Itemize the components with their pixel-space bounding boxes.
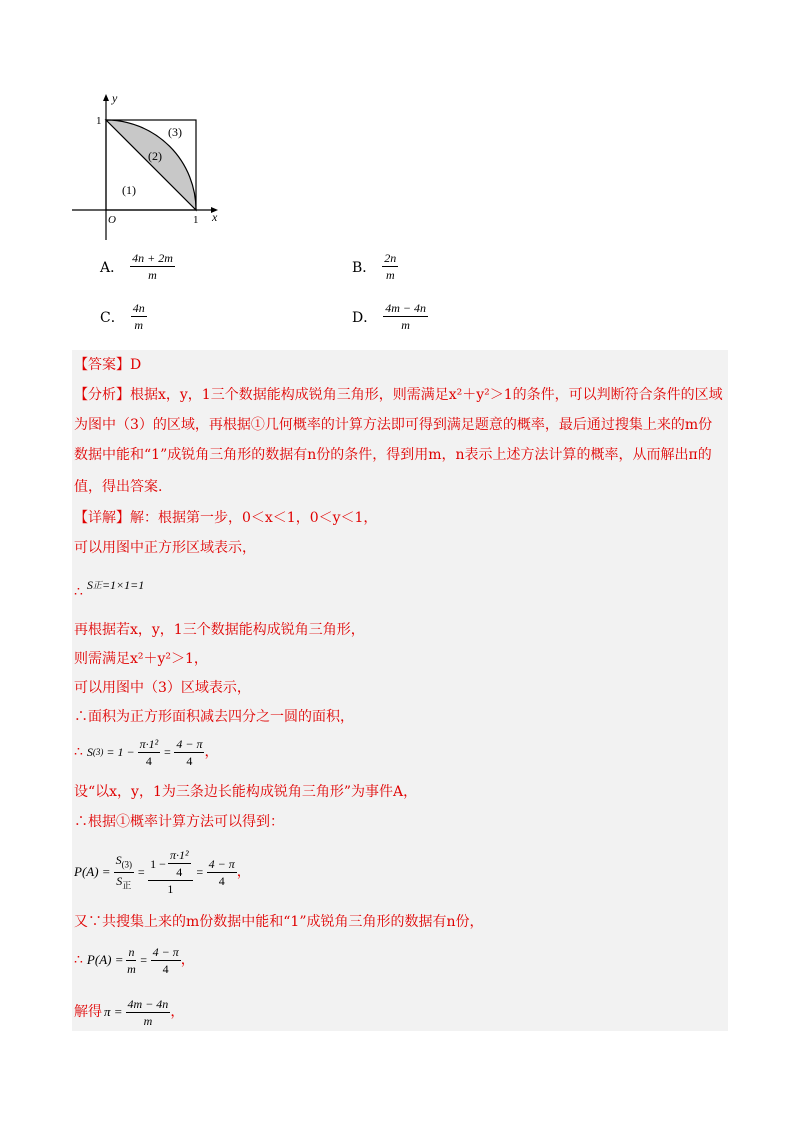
detail-line-6: ∴面积为正方形面积减去四分之一圆的面积，	[74, 709, 354, 725]
region-3-label: (3)	[168, 125, 182, 139]
p-inner-fraction	[168, 849, 191, 878]
p2-numerator: n	[128, 944, 135, 959]
detail-line-8: ∴根据①概率计算方法可以得到：	[74, 814, 284, 830]
p-big-denominator: 1	[167, 882, 174, 896]
option-a-fraction	[130, 252, 175, 281]
p-ratio-fraction	[114, 854, 135, 890]
p2-equation-line	[74, 942, 195, 978]
p-ratio-denominator-s: S	[116, 873, 123, 888]
analysis-line-3: 数据中能和“1”成锐角三角形的数据有n份的条件，得到用m，n表示上述方法计算的概率，从而解出π的	[74, 447, 712, 463]
option-b-denominator: m	[385, 268, 395, 282]
p-result-denominator: 4	[218, 873, 225, 888]
p2-denominator: m	[127, 961, 136, 976]
p-result-fraction	[207, 858, 237, 887]
detail-line-3: 再根据若x，y，1三个数据能构成锐角三角形，	[74, 622, 365, 638]
p-inner-denominator: 4	[176, 865, 183, 879]
option-b-label: B．	[352, 259, 377, 276]
pi-comma: ，	[170, 1004, 185, 1020]
pi-numerator: 4m − 4n	[127, 996, 169, 1011]
p-big-numerator	[148, 849, 192, 881]
option-c-fraction	[131, 302, 147, 331]
p2-result-fraction	[151, 946, 181, 975]
option-a[interactable]	[100, 252, 175, 281]
p-equals: =	[137, 865, 146, 879]
detail-line-1: 【详解】解：根据第一步，0＜x＜1，0＜y＜1，	[74, 510, 378, 526]
y-axis-arrow	[103, 94, 109, 101]
p-ratio-numerator-s: S	[115, 853, 122, 868]
option-d-fraction	[383, 302, 428, 331]
p-ratio-numerator-sub: (3)	[121, 859, 133, 870]
solve-prefix: 解得	[74, 1004, 102, 1020]
probability-equation-line	[74, 842, 251, 902]
option-a-numerator: 4n + 2m	[132, 251, 173, 265]
option-d-denominator: m	[401, 318, 410, 332]
s3-fraction-1-denominator: 4	[145, 753, 152, 768]
option-d-label: D．	[352, 309, 378, 326]
p2-result-numerator: 4 − π	[152, 944, 179, 959]
p2-fraction	[126, 946, 136, 975]
option-a-denominator: m	[148, 268, 157, 282]
origin-label: O	[108, 214, 116, 226]
therefore-symbol-2: ∴	[74, 744, 83, 760]
p-big-fraction	[148, 849, 192, 895]
p-inner-numerator: π·1²	[169, 848, 189, 862]
pi-fraction	[126, 998, 171, 1027]
solve-line	[74, 994, 184, 1030]
option-b-fraction	[382, 252, 398, 281]
option-c[interactable]	[100, 302, 147, 331]
option-b-numerator: 2n	[384, 251, 397, 265]
s3-subscript: (3)	[92, 747, 104, 757]
p2-equals: =	[139, 953, 148, 967]
p2-label: P(A) =	[86, 952, 124, 967]
analysis-line-4: 值，得出答案.	[74, 479, 163, 495]
detail-line-4: 则需满足x²＋y²＞1，	[74, 651, 208, 667]
x-axis-label: x	[212, 210, 218, 224]
s3-fraction-2-denominator: 4	[186, 753, 193, 768]
detail-line-7: 设“以x，y，1为三条边长能构成锐角三角形”为事件A，	[74, 784, 418, 800]
y-tick-label: 1	[96, 115, 102, 127]
p-a-label: P(A) =	[74, 864, 111, 879]
region-1-label: (1)	[122, 183, 136, 197]
analysis-line-1: 【分析】根据x，y，1三个数据能构成锐角三角形，则需满足x²＋y²＞1的条件，可以判断符合条件的区域	[74, 387, 723, 403]
p-ratio-denominator-sub: 正	[122, 879, 132, 890]
pi-equals: π =	[104, 1004, 123, 1019]
region-2-label: (2)	[148, 149, 162, 163]
p-result-numerator: 4 − π	[208, 856, 235, 871]
p-ratio-numerator	[114, 854, 135, 872]
s3-fraction-1	[138, 738, 161, 767]
region-2-shaded	[106, 120, 196, 210]
s3-equals-one-minus: = 1 −	[106, 745, 135, 759]
therefore-symbol-3: ∴	[74, 952, 83, 968]
s3-fraction-2-numerator: 4 − π	[176, 736, 203, 751]
p-equals-2: =	[195, 865, 204, 879]
option-c-denominator: m	[134, 318, 144, 332]
s-square-symbol: S	[86, 578, 93, 592]
s-square-equation: =1×1=1	[101, 578, 145, 592]
s3-fraction-1-numerator: π·1²	[139, 736, 159, 751]
detail-line-5: 可以用图中（3）区域表示，	[74, 680, 251, 696]
pi-denominator: m	[143, 1013, 153, 1028]
y-axis-label: y	[112, 91, 118, 105]
s3-fraction-2	[174, 738, 204, 767]
x-tick-label: 1	[193, 214, 199, 226]
s3-symbol: S	[86, 745, 93, 759]
s3-equation-line	[74, 734, 218, 770]
s-square-subscript: 正	[92, 580, 102, 590]
p-big-numerator-one-minus: 1 −	[150, 856, 166, 871]
p-ratio-denominator	[116, 873, 131, 890]
option-c-numerator: 4n	[132, 301, 145, 315]
answer-line: 【答案】D	[74, 357, 142, 373]
p2-comma: ，	[180, 952, 195, 968]
detail-line-2: 可以用图中正方形区域表示，	[74, 540, 256, 556]
option-d-numerator: 4m − 4n	[385, 301, 426, 315]
p-comma: ，	[236, 864, 251, 880]
s-square-line	[74, 568, 144, 602]
probability-figure	[70, 90, 230, 245]
analysis-line-2: 为图中（3）的区域，再根据①几何概率的计算方法即可得到满足题意的概率，最后通过搜集上来的m份	[74, 417, 713, 433]
therefore-symbol: ∴	[74, 584, 83, 600]
s3-comma: ，	[204, 744, 219, 760]
p2-result-denominator: 4	[162, 961, 169, 976]
option-c-label: C．	[100, 309, 125, 326]
option-b[interactable]	[352, 252, 398, 281]
option-d[interactable]	[352, 302, 428, 331]
s3-equals: =	[163, 745, 172, 759]
option-a-label: A．	[100, 259, 125, 276]
detail-line-9: 又∵共搜集上来的m份数据中能和“1”成锐角三角形的数据有n份，	[74, 914, 484, 930]
